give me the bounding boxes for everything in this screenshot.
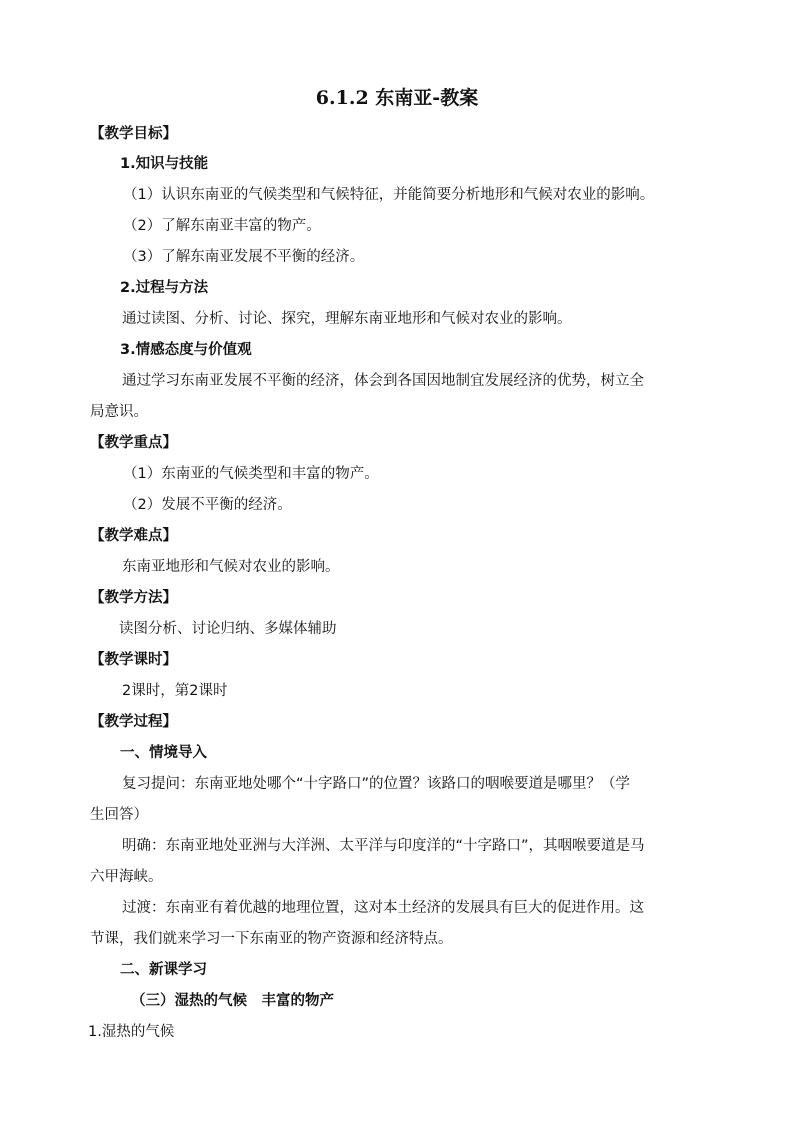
paragraph: （2）发展不平衡的经济。 <box>123 497 292 513</box>
subheading-climate-products: （三）湿热的气候 丰富的物产 <box>131 993 334 1009</box>
subheading-new-lesson: 二、新课学习 <box>120 962 207 978</box>
paragraph: （2）了解东南亚丰富的物产。 <box>123 218 321 234</box>
paragraph: 六甲海峡。 <box>90 869 163 885</box>
paragraph: 节课，我们就来学习一下东南亚的物产资源和经济特点。 <box>90 931 453 947</box>
section-heading-key-points: 【教学重点】 <box>90 435 177 451</box>
paragraph: 通过学习东南亚发展不平衡的经济，体会到各国因地制宜发展经济的优势，树立全 <box>122 373 644 389</box>
document-title: 6.1.2 东南亚-教案 <box>315 87 479 109</box>
section-heading-class-hours: 【教学课时】 <box>90 652 177 668</box>
section-heading-process: 【教学过程】 <box>90 714 177 730</box>
subheading-process-method: 2.过程与方法 <box>120 280 209 296</box>
paragraph: 复习提问：东南亚地处哪个“十字路口”的位置？该路口的咽喉要道是哪里？（学 <box>122 776 631 792</box>
paragraph: 2课时，第2课时 <box>122 683 228 699</box>
subheading-attitude-values: 3.情感态度与价值观 <box>120 342 252 358</box>
paragraph: 1.湿热的气候 <box>88 1024 175 1040</box>
section-heading-objectives: 【教学目标】 <box>90 126 177 142</box>
paragraph: （3）了解东南亚发展不平衡的经济。 <box>123 249 365 265</box>
section-heading-methods: 【教学方法】 <box>90 590 177 606</box>
paragraph: 读图分析、讨论归纳、多媒体辅助 <box>119 621 337 637</box>
paragraph: 过渡：东南亚有着优越的地理位置，这对本土经济的发展具有巨大的促进作用。这 <box>122 900 644 916</box>
subheading-introduction: 一、情境导入 <box>120 745 207 761</box>
paragraph: 生回答） <box>90 807 148 823</box>
paragraph: （1）东南亚的气候类型和丰富的物产。 <box>123 466 379 482</box>
section-heading-difficulties: 【教学难点】 <box>90 528 177 544</box>
paragraph: 东南亚地形和气候对农业的影响。 <box>122 559 340 575</box>
subheading-knowledge-skills: 1.知识与技能 <box>120 156 209 172</box>
paragraph: 明确：东南亚地处亚洲与大洋洲、太平洋与印度洋的“十字路口”，其咽喉要道是马 <box>122 838 645 854</box>
paragraph: 局意识。 <box>90 404 148 420</box>
paragraph: 通过读图、分析、讨论、探究，理解东南亚地形和气候对农业的影响。 <box>122 311 572 327</box>
paragraph: （1）认识东南亚的气候类型和气候特征，并能简要分析地形和气候对农业的影响。 <box>123 187 655 203</box>
